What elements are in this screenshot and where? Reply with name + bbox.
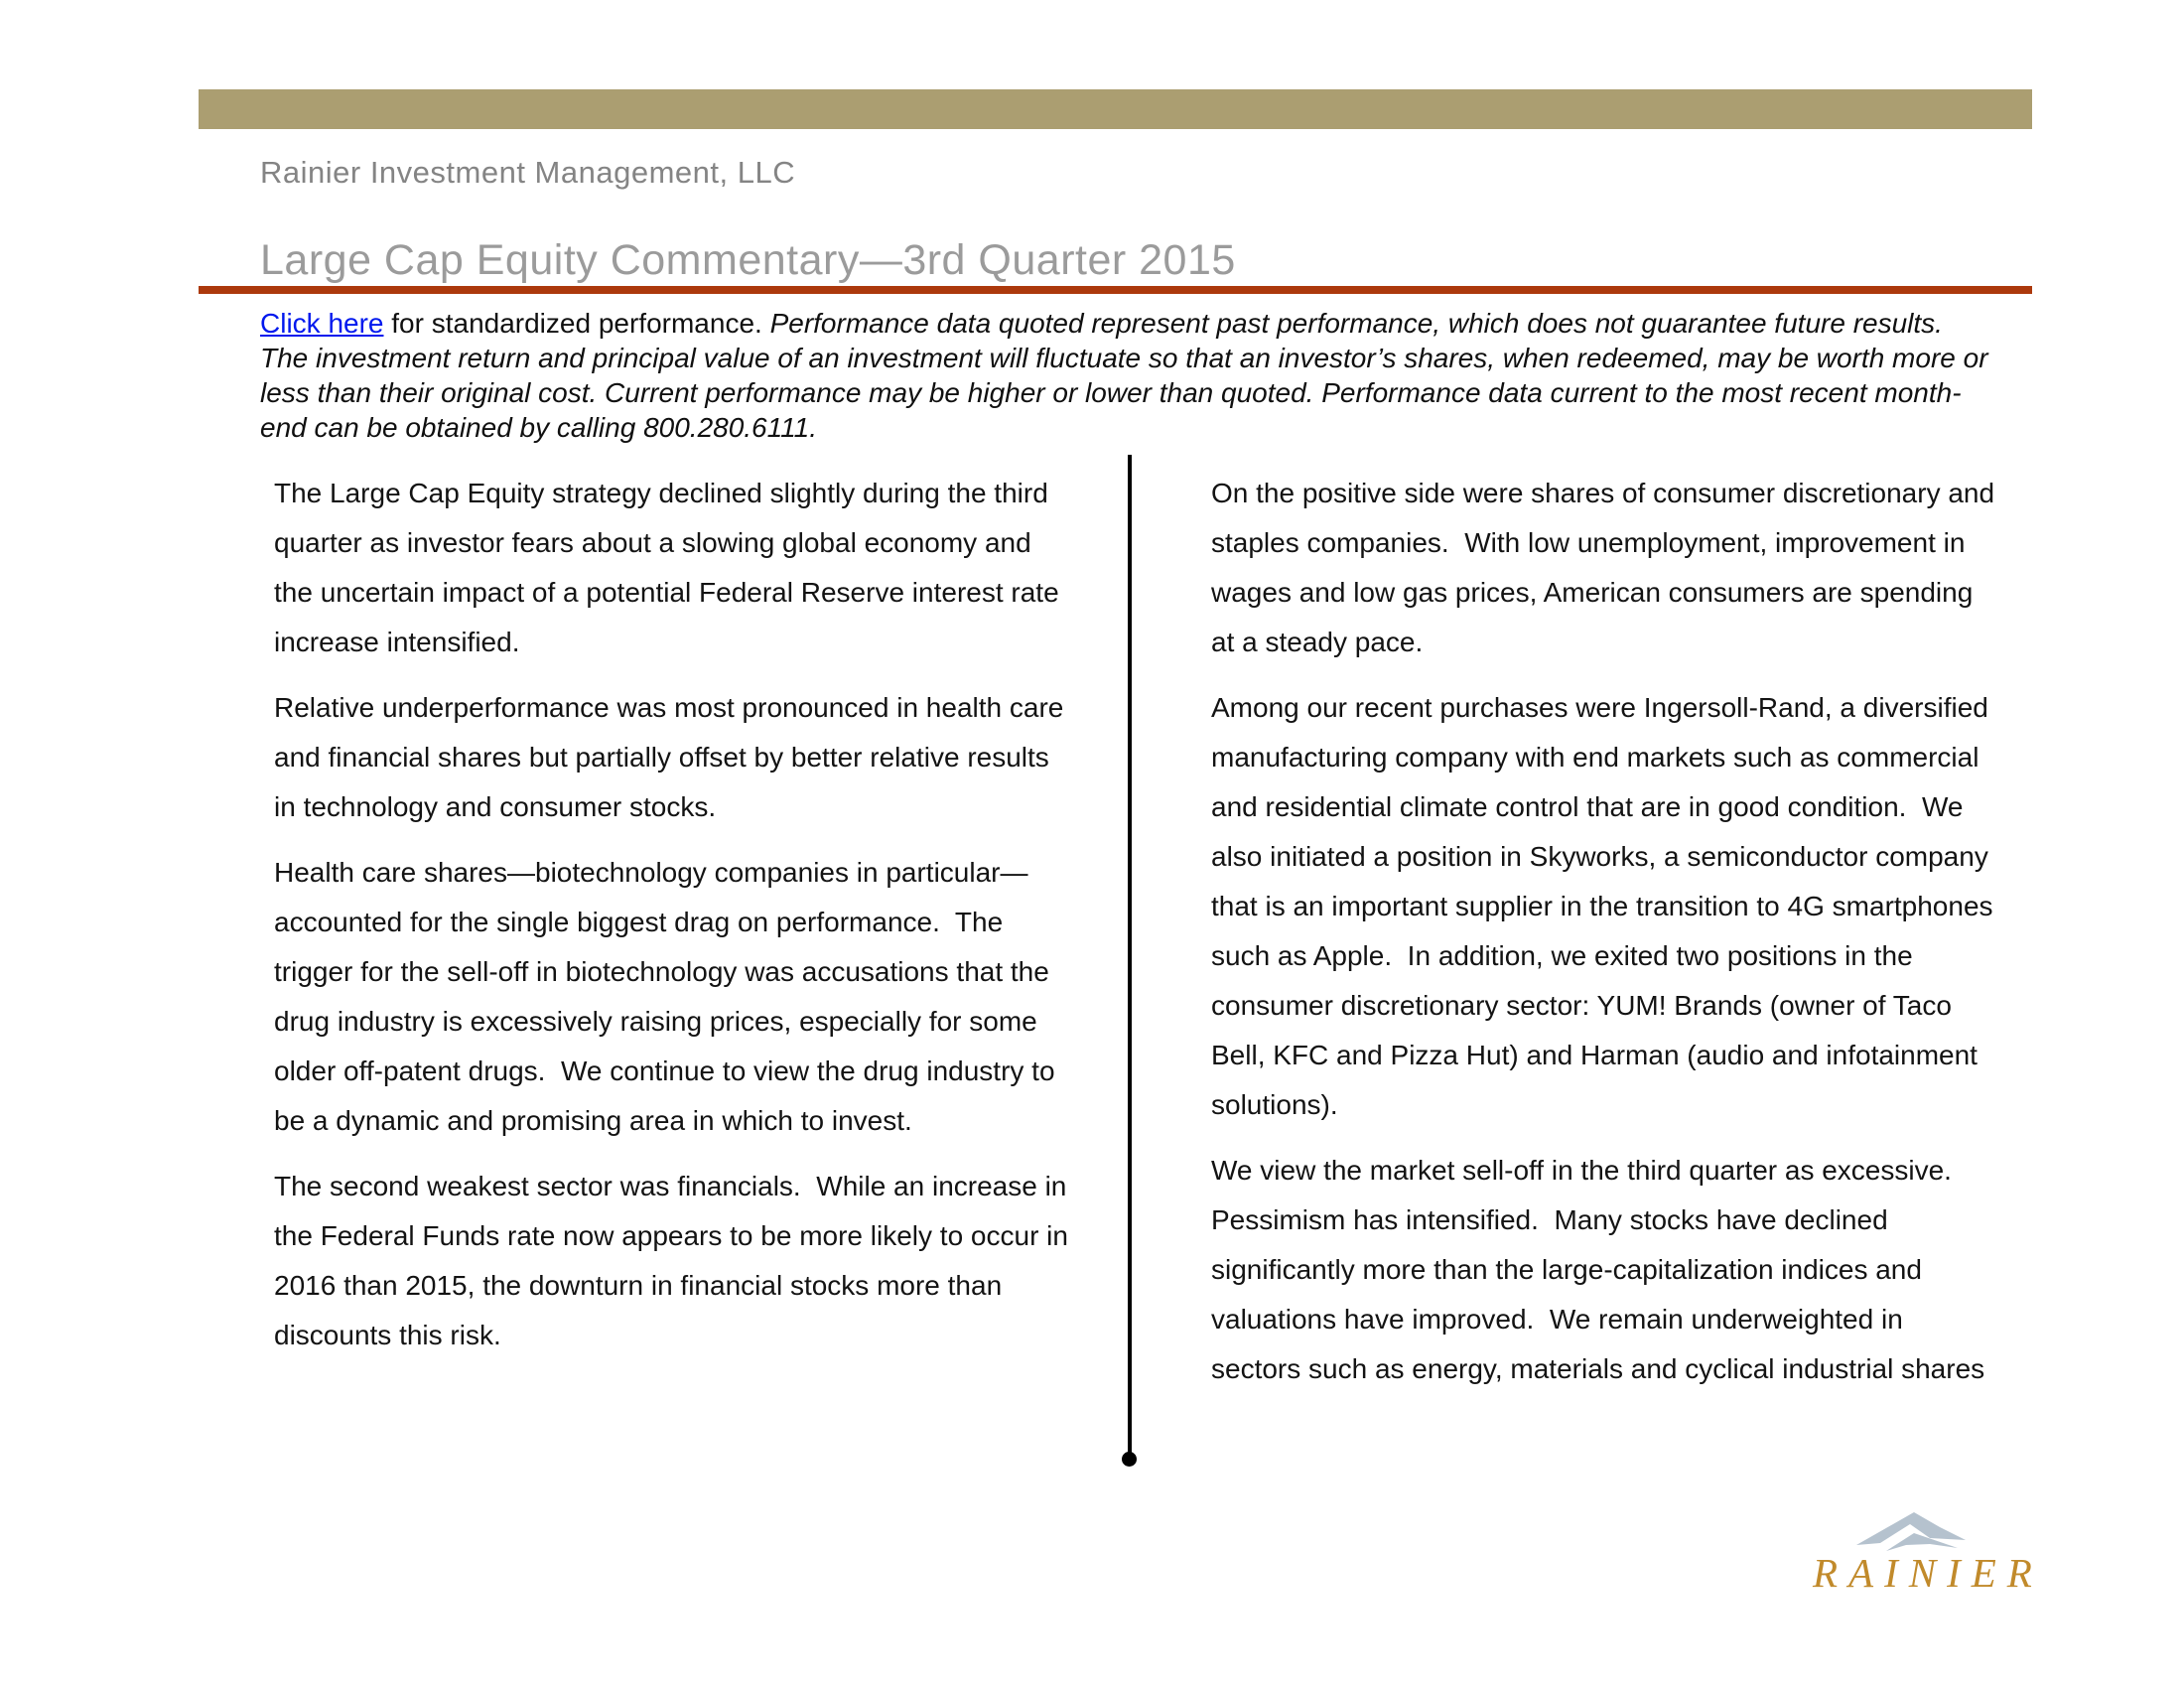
paragraph: We view the market sell-off in the third quarter as excessive. Pessimism has intensified. Many stocks have declined significantly more than the large-capitalization indices and valuations have improved. We remain underweighted in sectors such as energy, materials and cyclical industrial shares	[1211, 1155, 1985, 1384]
paragraph: Relative underperformance was most pronounced in health care and financial shares but partially offset by better relative results in technology and consumer stocks.	[274, 692, 1072, 822]
disclaimer-italic-text: Performance data quoted represent past performance, which does not guarantee future results. The investment return and principal value of an investment will fluctuate so that an investor’s shares, when redeemed, may be worth more or less than their original cost. Current performance may be higher or lower than quoted. Performance data current to the most recent month-end can be obtained by calling 800.280.6111.	[260, 308, 1988, 443]
title-rule	[199, 286, 2032, 294]
performance-disclaimer	[260, 306, 1992, 445]
paragraph: The second weakest sector was financials. While an increase in the Federal Funds rate now appears to be more likely to occur in 2016 than 2015, the downturn in financial stocks more than discounts this risk.	[274, 1171, 1076, 1350]
mountain-logo-icon	[1852, 1507, 1970, 1553]
left-column	[274, 469, 1076, 1376]
column-divider-end-dot	[1122, 1452, 1137, 1467]
click-here-link[interactable]: Click here	[260, 308, 384, 339]
rainier-logo-text: RAINIER	[1813, 1550, 2043, 1596]
paragraph: The Large Cap Equity strategy declined slightly during the third quarter as investor fears about a slowing global economy and the uncertain impact of a potential Federal Reserve interest rate increase intensified.	[274, 478, 1067, 657]
disclaimer-intro: for standardized performance.	[383, 308, 770, 339]
paragraph: Health care shares—biotechnology companies in particular—accounted for the single biggest drag on performance. The trigger for the sell-off in biotechnology was accusations that the drug industry is excessively raising prices, especially for some older off-patent drugs. We continue to view the drug industry to be a dynamic and promising area in which to invest.	[274, 857, 1063, 1136]
paragraph: Among our recent purchases were Ingersoll-Rand, a diversified manufacturing company with end markets such as commercial and residential climate control that are in good condition. We also initiated a position in Skyworks, a semiconductor company that is an important supplier in the transition to 4G smartphones such as Apple. In addition, we exited two positions in the consumer discretionary sector: YUM! Brands (owner of Taco Bell, KFC and Pizza Hut) and Harman (audio and infotainment solutions).	[1211, 692, 2001, 1120]
header-banner-bar	[199, 89, 2032, 129]
column-divider-line	[1128, 455, 1132, 1454]
paragraph: On the positive side were shares of consumer discretionary and staples companies. With low unemployment, improvement in wages and low gas prices, American consumers are spending at a steady pace.	[1211, 478, 2002, 657]
page-title: Large Cap Equity Commentary—3rd Quarter 2015	[260, 236, 1236, 284]
company-name: Rainier Investment Management, LLC	[260, 155, 796, 190]
right-column	[1211, 469, 2002, 1410]
rainier-logo	[1802, 1507, 2043, 1597]
